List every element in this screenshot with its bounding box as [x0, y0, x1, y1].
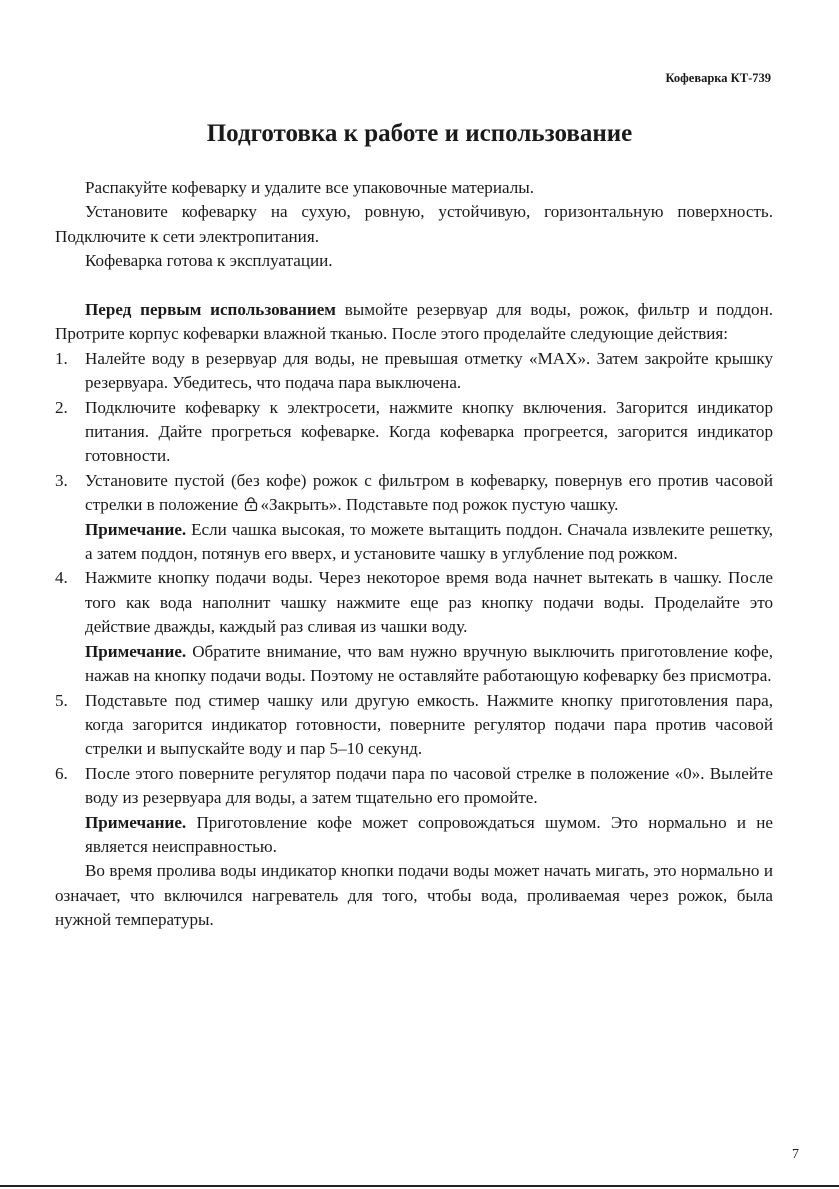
- step-text: Подставьте под стимер чашку или другую емкость. Нажмите кнопку приготовления пара, когда загорится индикатор готовности, поверните регулятор подачи пара против часовой стрелки и выпускайте воду и пар 5–10 секунд.: [85, 690, 773, 759]
- step-text: Налейте воду в резервуар для воды, не превышая отметку «MAX». Затем закройте крышку резервуара. Убедитесь, что подача пара выключена.: [85, 348, 773, 393]
- lock-icon: [244, 497, 258, 511]
- step-text: [85, 469, 773, 518]
- step-number: 6.: [55, 763, 68, 783]
- step-text: После этого поверните регулятор подачи пара по часовой стрелке в положение «0». Вылейте воду из резервуара для воды, а затем тщательно его промойте.: [85, 763, 773, 808]
- running-header: Кофеварка КТ-739: [665, 71, 771, 85]
- step-item: [55, 762, 773, 860]
- body-text: [55, 176, 773, 933]
- note-text: Если чашка высокая, то можете вытащить поддон. Сначала извлеките решетку, а затем поддон, потянув его вверх, и установите чашку в углубление под рожком.: [85, 519, 773, 564]
- first-use-lead: Перед первым использованием: [85, 300, 336, 320]
- step-item: [55, 566, 773, 688]
- step-note: [85, 811, 773, 860]
- first-use-text: вымойте резервуар для воды, рожок, фильтр и поддон. Протрите корпус кофеварки влажной тканью. После этого проделайте следующие действия:: [55, 300, 773, 344]
- bottom-divider: [0, 1185, 839, 1187]
- note-label: Примечание.: [85, 812, 187, 832]
- step-number: 1.: [55, 348, 68, 368]
- page-title: Подготовка к работе и использование: [206, 120, 633, 147]
- note-label: Примечание.: [85, 641, 187, 661]
- step-text-before-icon: Установите пустой (без кофе) рожок с фильтром в кофеварку, повернув его против часовой стрелки в положение: [85, 470, 773, 515]
- note-text: Обратите внимание, что вам нужно вручную выключить приготовление кофе, нажав на кнопку подачи воды. Поэтому не оставляйте работающую кофеварку без присмотра.: [85, 641, 773, 686]
- step-number: 4.: [55, 568, 68, 588]
- step-item: [55, 469, 773, 567]
- intro-paragraph: Распакуйте кофеварку и удалите все упаковочные материалы.: [85, 178, 535, 197]
- step-text: Нажмите кнопку подачи воды. Через некоторое время вода начнет вытекать в чашку. После того как вода наполнит чашку нажмите еще раз кнопку подачи воды. Проделайте это действие дважды, каждый раз сливая из чашки воду.: [85, 568, 773, 637]
- intro-paragraph: Установите кофеварку на сухую, ровную, устойчивую, горизонтальную поверхность. Подключите к сети электропитания.: [55, 202, 773, 246]
- step-text: Подключите кофеварку к электросети, нажмите кнопку включения. Загорится индикатор питания. Дайте прогреться кофеварке. Когда кофеварка прогреется, загорится индикатор готовности.: [85, 397, 773, 466]
- step-note: [85, 640, 773, 689]
- step-item: [55, 689, 773, 762]
- steps-list: [55, 347, 773, 860]
- first-use-paragraph: [55, 298, 773, 347]
- step-number: 2.: [55, 397, 68, 417]
- intro-paragraph: Кофеварка готова к эксплуатации.: [85, 251, 333, 271]
- step-number: 5.: [55, 690, 68, 710]
- step-number: 3.: [55, 470, 68, 490]
- step-item: [55, 347, 773, 396]
- note-text: Приготовление кофе может сопровождаться шумом. Это нормально и не является неисправностью.: [85, 812, 773, 856]
- closing-paragraph: Во время пролива воды индикатор кнопки подачи воды может начать мигать, это нормально и означает, что включился нагреватель для того, чтобы вода, проливаемая через рожок, была нужной температуры.: [55, 861, 773, 930]
- note-label: Примечание.: [85, 519, 187, 539]
- step-item: [55, 396, 773, 469]
- step-text-after-icon: «Закрыть». Подставьте под рожок пустую чашку.: [260, 495, 619, 515]
- step-note: [85, 518, 773, 567]
- page-number: 7: [792, 1147, 799, 1162]
